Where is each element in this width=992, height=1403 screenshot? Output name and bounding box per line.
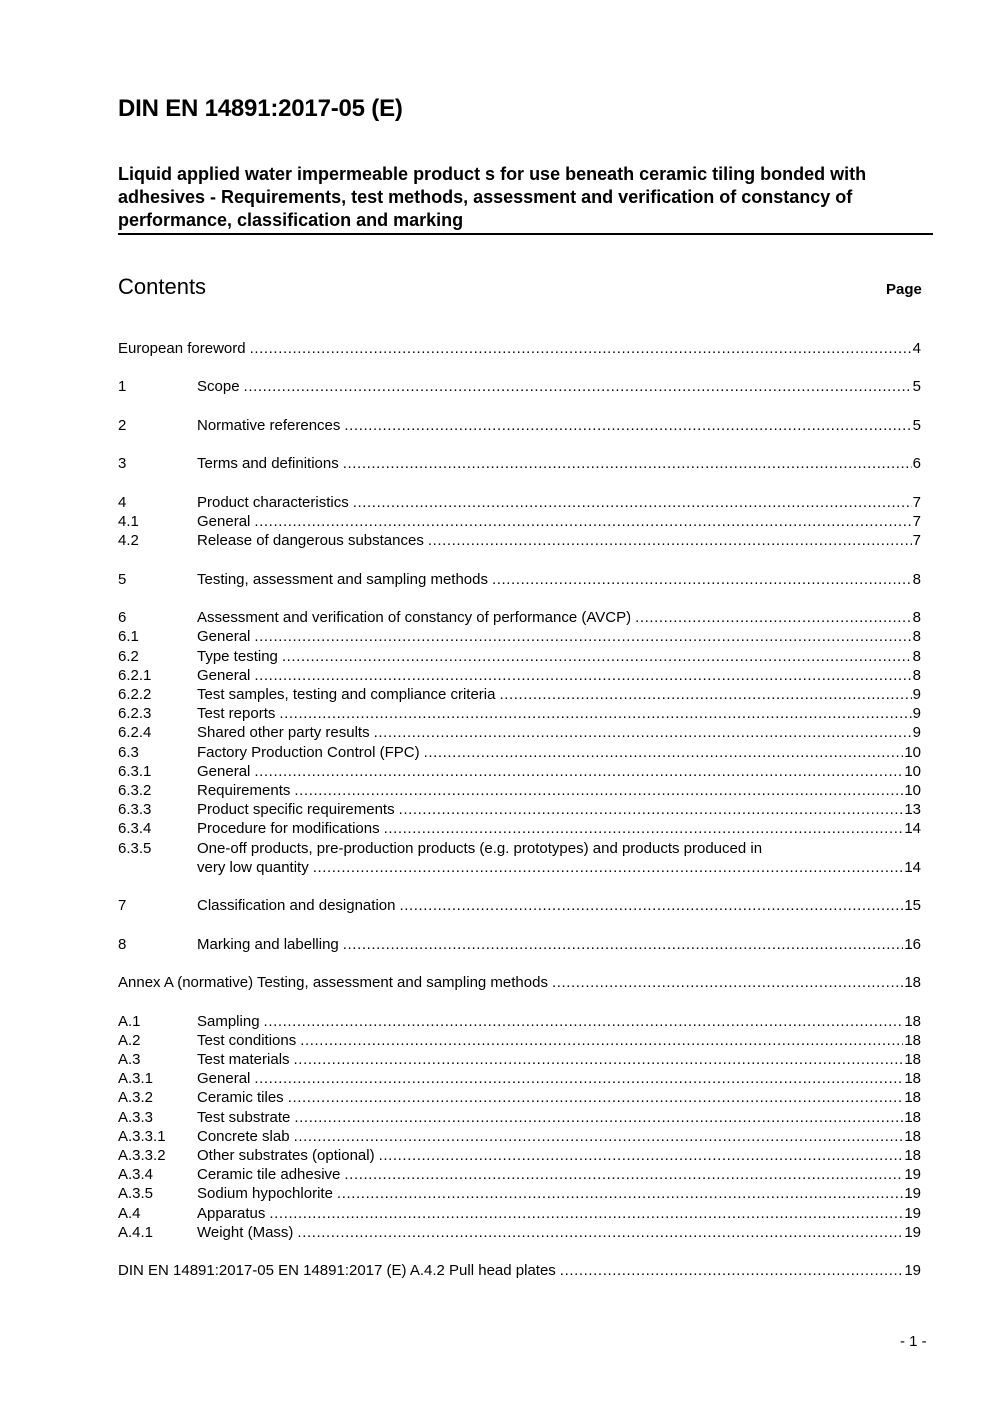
toc-entry-page: 7 bbox=[912, 493, 921, 511]
toc-dot-leader bbox=[379, 1146, 904, 1165]
toc-dot-leader bbox=[399, 896, 903, 915]
toc-entry[interactable] bbox=[118, 704, 921, 723]
document-title: Liquid applied water impermeable product s for use beneath ceramic tiling bonded with adhesives - Requirements, test methods, assessment and verification of constancy of performance, classification and marking bbox=[118, 163, 933, 235]
toc-entry-page: 8 bbox=[912, 647, 921, 665]
toc-entry-number: A.3.4 bbox=[118, 1166, 154, 1184]
toc-entry-number: A.3.3.2 bbox=[118, 1146, 166, 1164]
toc-entry[interactable] bbox=[118, 1184, 921, 1203]
toc-entry-title: Ceramic tiles bbox=[197, 1089, 284, 1107]
toc-entry-page: 18 bbox=[904, 1127, 921, 1145]
toc-dot-leader bbox=[353, 493, 912, 512]
toc-entry-number: A.1 bbox=[118, 1012, 141, 1030]
toc-entry-number: 6.2.2 bbox=[118, 686, 152, 704]
toc-entry-title: General bbox=[197, 666, 251, 684]
toc-entry-title: Weight (Mass) bbox=[197, 1223, 294, 1241]
toc-dot-leader bbox=[269, 1204, 903, 1223]
toc-entry-number: 2 bbox=[118, 416, 127, 434]
toc-entry-title: Terms and definitions bbox=[197, 455, 339, 473]
toc-entry[interactable] bbox=[118, 1069, 921, 1088]
toc-entry[interactable] bbox=[118, 570, 921, 589]
toc-dot-leader bbox=[282, 647, 912, 666]
toc-entry-page: 6 bbox=[912, 455, 921, 473]
toc-entry-number: A.4.1 bbox=[118, 1223, 154, 1241]
toc-entry-page: 19 bbox=[904, 1185, 921, 1203]
toc-entry-page: 7 bbox=[912, 532, 921, 550]
toc-entry[interactable] bbox=[118, 416, 921, 435]
toc-entry-title: Test samples, testing and compliance criteria bbox=[197, 686, 496, 704]
toc-entry-page: 18 bbox=[904, 974, 921, 992]
toc-entry-page: 18 bbox=[904, 1051, 921, 1069]
toc-dot-leader bbox=[492, 570, 912, 589]
toc-entry[interactable] bbox=[118, 666, 921, 685]
toc-entry-page: 5 bbox=[912, 416, 921, 434]
toc-entry-page: 9 bbox=[912, 705, 921, 723]
toc-entry-title: Procedure for modifications bbox=[197, 820, 380, 838]
toc-entry[interactable] bbox=[118, 973, 921, 992]
toc-dot-leader bbox=[254, 1069, 903, 1088]
toc-entry[interactable] bbox=[118, 1012, 921, 1031]
toc-entry[interactable] bbox=[118, 896, 921, 915]
toc-entry-title: General bbox=[197, 762, 251, 780]
toc-dot-leader bbox=[254, 666, 911, 685]
toc-dot-leader bbox=[254, 627, 911, 646]
toc-entry[interactable] bbox=[118, 685, 921, 704]
toc-entry-page: 18 bbox=[904, 1012, 921, 1030]
toc-dot-leader bbox=[244, 377, 912, 396]
toc-entry-number: A.3.3.1 bbox=[118, 1127, 166, 1145]
toc-entry-page: 10 bbox=[904, 762, 921, 780]
toc-entry-page: 19 bbox=[904, 1262, 921, 1280]
toc-entry-page: 18 bbox=[904, 1089, 921, 1107]
toc-entry-page: 19 bbox=[904, 1223, 921, 1241]
toc-entry[interactable] bbox=[118, 819, 921, 838]
toc-entry-number: A.3 bbox=[118, 1051, 141, 1069]
toc-entry-page: 8 bbox=[912, 609, 921, 627]
toc-entry-page: 18 bbox=[904, 1146, 921, 1164]
toc-entry-number: 6.3.3 bbox=[118, 801, 152, 819]
toc-entry-title: Test conditions bbox=[197, 1031, 297, 1049]
toc-entry-number: A.2 bbox=[118, 1031, 141, 1049]
toc-entry-page: 7 bbox=[912, 513, 921, 531]
toc-dot-leader bbox=[499, 685, 911, 704]
toc-entry-title: Test materials bbox=[197, 1051, 290, 1069]
toc-entry-title: Other substrates (optional) bbox=[197, 1146, 375, 1164]
toc-entry-title: Sodium hypochlorite bbox=[197, 1185, 333, 1203]
toc-entry-title: Ceramic tile adhesive bbox=[197, 1166, 341, 1184]
toc-entry-page: 19 bbox=[904, 1204, 921, 1222]
toc-dot-leader bbox=[313, 858, 904, 877]
toc-entry-title: Product specific requirements bbox=[197, 801, 395, 819]
toc-entry-page: 8 bbox=[912, 570, 921, 588]
toc-entry-title: Test reports bbox=[197, 705, 276, 723]
table-of-contents bbox=[118, 339, 921, 1280]
toc-entry-title: One-off products, pre-production products (e.g. prototypes) and products produced in bbox=[197, 839, 763, 857]
toc-dot-leader bbox=[424, 743, 904, 762]
toc-dot-leader bbox=[343, 454, 912, 473]
toc-entry-page: 14 bbox=[904, 858, 921, 876]
contents-heading: Contents bbox=[118, 274, 207, 299]
toc-entry[interactable] bbox=[118, 1050, 921, 1069]
toc-entry-title: General bbox=[197, 628, 251, 646]
toc-entry-title: General bbox=[197, 1070, 251, 1088]
toc-entry-number: 6 bbox=[118, 609, 127, 627]
toc-entry-number: 6.1 bbox=[118, 628, 139, 646]
toc-dot-leader bbox=[560, 1261, 904, 1280]
toc-dot-leader bbox=[250, 339, 912, 358]
toc-entry-page: 8 bbox=[912, 628, 921, 646]
toc-entry-page: 18 bbox=[904, 1108, 921, 1126]
toc-entry-title: Testing, assessment and sampling methods bbox=[197, 570, 488, 588]
toc-entry-title: General bbox=[197, 513, 251, 531]
toc-entry-number: 3 bbox=[118, 455, 127, 473]
toc-entry-title: Release of dangerous substances bbox=[197, 532, 424, 550]
toc-entry[interactable] bbox=[118, 512, 921, 531]
toc-entry-number: 6.3.2 bbox=[118, 781, 152, 799]
toc-dot-leader bbox=[344, 416, 911, 435]
toc-entry[interactable] bbox=[118, 1223, 921, 1242]
toc-entry[interactable] bbox=[118, 1088, 921, 1107]
toc-entry[interactable] bbox=[118, 608, 921, 627]
toc-entry[interactable] bbox=[118, 1108, 921, 1127]
toc-entry-number: 4.2 bbox=[118, 532, 139, 550]
toc-entry-title: Normative references bbox=[197, 416, 341, 434]
toc-entry-number: 6.2.4 bbox=[118, 724, 152, 742]
toc-entry-page: 8 bbox=[912, 666, 921, 684]
toc-entry-number: A.4 bbox=[118, 1204, 141, 1222]
toc-entry[interactable] bbox=[118, 377, 921, 396]
toc-entry-page: 19 bbox=[904, 1166, 921, 1184]
toc-entry-page: 18 bbox=[904, 1070, 921, 1088]
toc-entry-title: Assessment and verification of constancy of performance (AVCP) bbox=[197, 609, 632, 627]
toc-entry-title: Scope bbox=[197, 378, 240, 396]
toc-entry[interactable] bbox=[118, 454, 921, 473]
toc-entry-number: 6.3.4 bbox=[118, 820, 152, 838]
toc-entry-title: DIN EN 14891:2017-05 EN 14891:2017 (E) A.4.2 Pull head plates bbox=[118, 1262, 556, 1280]
toc-entry[interactable] bbox=[118, 1165, 921, 1184]
toc-entry-title-continued: very low quantity bbox=[197, 858, 309, 876]
toc-dot-leader bbox=[343, 935, 904, 954]
toc-entry-title: Shared other party results bbox=[197, 724, 370, 742]
toc-entry-title: Test substrate bbox=[197, 1108, 291, 1126]
toc-entry-number: 4.1 bbox=[118, 513, 139, 531]
toc-dot-leader bbox=[399, 800, 904, 819]
toc-entry[interactable] bbox=[118, 647, 921, 666]
toc-entry-title: European foreword bbox=[118, 340, 246, 357]
toc-dot-leader bbox=[337, 1184, 903, 1203]
toc-entry-number: 1 bbox=[118, 378, 127, 396]
page-number: - 1 - bbox=[900, 1333, 927, 1350]
toc-entry-title: Sampling bbox=[197, 1012, 260, 1030]
toc-entry-page: 9 bbox=[912, 686, 921, 704]
toc-entry-page: 14 bbox=[904, 820, 921, 838]
toc-entry-number: 5 bbox=[118, 570, 127, 588]
toc-entry-title: Classification and designation bbox=[197, 897, 396, 915]
toc-dot-leader bbox=[254, 512, 911, 531]
toc-entry-number: 6.3.5 bbox=[118, 839, 152, 857]
toc-entry-title: Marking and labelling bbox=[197, 935, 339, 953]
toc-dot-leader bbox=[279, 704, 911, 723]
toc-entry[interactable] bbox=[118, 531, 921, 550]
toc-entry-page: 15 bbox=[904, 897, 921, 915]
toc-dot-leader bbox=[344, 1165, 903, 1184]
toc-entry[interactable] bbox=[118, 935, 921, 954]
toc-entry[interactable] bbox=[118, 781, 921, 800]
toc-dot-leader bbox=[428, 531, 912, 550]
toc-entry[interactable] bbox=[118, 1146, 921, 1165]
toc-dot-leader bbox=[294, 1050, 904, 1069]
toc-entry-number: 6.3 bbox=[118, 743, 139, 761]
toc-entry-number: 8 bbox=[118, 935, 127, 953]
toc-entry[interactable] bbox=[118, 1204, 921, 1223]
document-id: DIN EN 14891:2017-05 (E) bbox=[118, 95, 403, 122]
toc-entry-title: Annex A (normative) Testing, assessment and sampling methods bbox=[118, 974, 548, 992]
toc-dot-leader bbox=[294, 1108, 903, 1127]
toc-dot-leader bbox=[300, 1031, 903, 1050]
toc-entry-page: 16 bbox=[904, 935, 921, 953]
toc-entry-title: Concrete slab bbox=[197, 1127, 290, 1145]
toc-entry-number: 4 bbox=[118, 493, 127, 511]
toc-entry-number: A.3.2 bbox=[118, 1089, 154, 1107]
toc-entry-number: A.3.3 bbox=[118, 1108, 154, 1126]
toc-entry[interactable] bbox=[118, 1031, 921, 1050]
toc-dot-leader bbox=[384, 819, 904, 838]
toc-entry[interactable] bbox=[118, 723, 921, 742]
toc-dot-leader bbox=[297, 1223, 903, 1242]
toc-entry-page: 5 bbox=[912, 378, 921, 396]
toc-entry-title: Type testing bbox=[197, 647, 278, 665]
toc-entry-number: A.3.5 bbox=[118, 1185, 154, 1203]
toc-entry[interactable] bbox=[118, 839, 921, 877]
toc-entry-page: 10 bbox=[904, 743, 921, 761]
toc-dot-leader bbox=[288, 1088, 904, 1107]
page-column-label: Page bbox=[886, 281, 922, 298]
toc-dot-leader bbox=[254, 762, 903, 781]
toc-entry-number: 6.2 bbox=[118, 647, 139, 665]
toc-entry-page: 10 bbox=[904, 781, 921, 799]
toc-entry-number: 6.3.1 bbox=[118, 762, 152, 780]
toc-dot-leader bbox=[374, 723, 912, 742]
toc-entry-page: 4 bbox=[912, 340, 921, 357]
toc-entry-title: Product characteristics bbox=[197, 493, 349, 511]
toc-entry-page: 9 bbox=[912, 724, 921, 742]
toc-entry-number: 6.2.3 bbox=[118, 705, 152, 723]
toc-dot-leader bbox=[264, 1012, 904, 1031]
toc-entry[interactable] bbox=[118, 743, 921, 762]
toc-entry[interactable] bbox=[118, 627, 921, 646]
toc-entry[interactable] bbox=[118, 1127, 921, 1146]
toc-entry-number: A.3.1 bbox=[118, 1070, 154, 1088]
toc-entry-page: 13 bbox=[904, 801, 921, 819]
toc-entry[interactable] bbox=[118, 800, 921, 819]
toc-entry-title: Apparatus bbox=[197, 1204, 266, 1222]
toc-dot-leader bbox=[294, 781, 903, 800]
toc-dot-leader bbox=[552, 973, 903, 992]
toc-entry-title: Factory Production Control (FPC) bbox=[197, 743, 420, 761]
toc-entry-number: 7 bbox=[118, 897, 127, 915]
toc-entry-page: 18 bbox=[904, 1031, 921, 1049]
toc-dot-leader bbox=[635, 608, 912, 627]
toc-entry[interactable] bbox=[118, 493, 921, 512]
toc-dot-leader bbox=[294, 1127, 904, 1146]
toc-entry[interactable] bbox=[118, 762, 921, 781]
toc-entry-number: 6.2.1 bbox=[118, 666, 152, 684]
toc-entry-title: Requirements bbox=[197, 781, 291, 799]
toc-entry[interactable] bbox=[118, 1261, 921, 1280]
toc-entry[interactable] bbox=[118, 339, 921, 358]
